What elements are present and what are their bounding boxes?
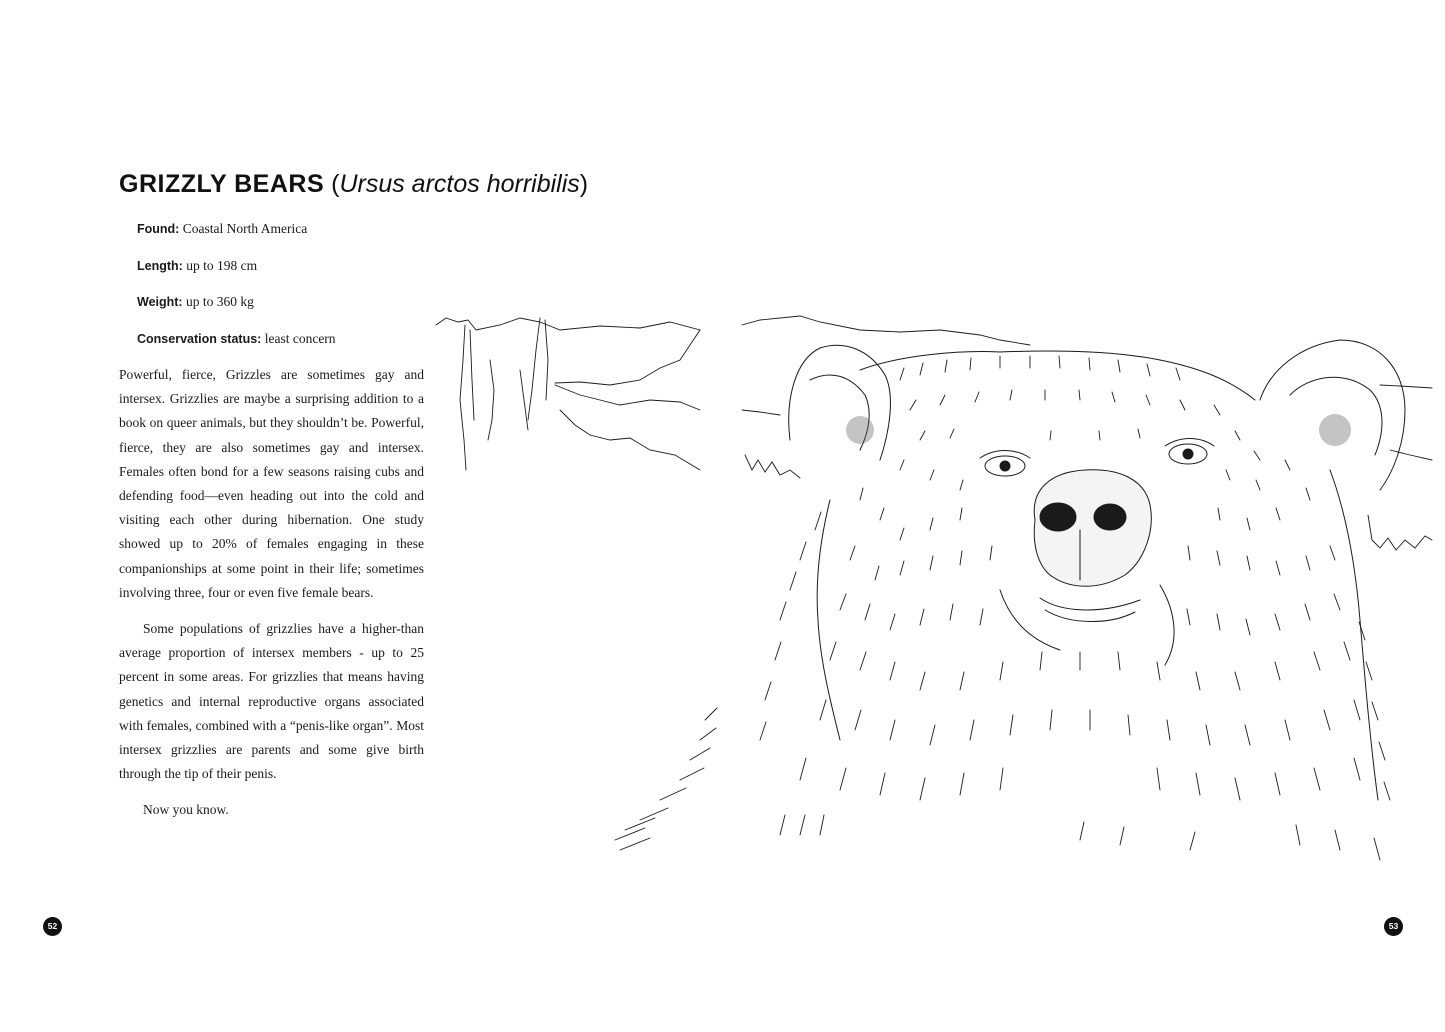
fact-label: Weight: (137, 295, 183, 309)
bear-ear-right (1260, 340, 1405, 490)
fact-value: least concern (264, 330, 336, 346)
fact-value: up to 198 cm (186, 257, 258, 273)
page-title (119, 170, 588, 199)
fact-label: Found: (137, 222, 180, 236)
bear-fur-strokes (615, 356, 1390, 860)
fact-value: up to 360 kg (185, 294, 254, 309)
bear-ear-left (789, 345, 891, 460)
fact-weight (137, 293, 336, 330)
body-text (119, 363, 424, 835)
fact-label: Conservation status: (137, 331, 262, 346)
paragraph: Some populations of grizzlies have a higher-than average proportion of intersex members - up to 25 percent in some areas. For grizzlies that means having genetics and internal reproductive organs associated with females, combined with a “penis-like organ”. Most intersex grizzlies are parents and some give birth through the tip of their penis. (119, 621, 424, 782)
fact-label: Length: (137, 258, 183, 273)
title-common-name: GRIZZLY BEARS (119, 170, 325, 198)
title-close-paren: ) (579, 170, 589, 198)
page-number-left: 52 (43, 917, 62, 936)
paragraph: Powerful, fierce, Grizzles are sometimes gay and intersex. Grizzlies are maybe a surprising addition to a book on queer animals, but they shouldn’t be. Powerful, fierce, they are also sometimes gay and intersex. Females often bond for a few seasons raising cubs and defending food—even heading out into the cold and visiting each other during hibernation. One study showed up to 20% of females engaging in these companionships at some point in their life; sometimes involving three, four or even five female bears. (119, 367, 424, 600)
grizzly-bear-illustration (430, 300, 1435, 875)
title-latin-name: Ursus arctos horribilis (339, 170, 580, 198)
page-number-right: 53 (1384, 917, 1403, 936)
fact-conservation-status (137, 330, 336, 367)
fact-found (137, 220, 336, 257)
fact-length (137, 257, 336, 294)
bear-eye-right (1165, 439, 1214, 465)
fact-value: Coastal North America (182, 221, 308, 236)
bear-muzzle (1000, 470, 1174, 665)
bear-eye-left (980, 451, 1030, 477)
paragraph: Now you know. (143, 802, 229, 818)
title-open-paren: ( (324, 170, 340, 198)
fact-list (137, 220, 336, 366)
mountain-landscape (436, 316, 1432, 550)
